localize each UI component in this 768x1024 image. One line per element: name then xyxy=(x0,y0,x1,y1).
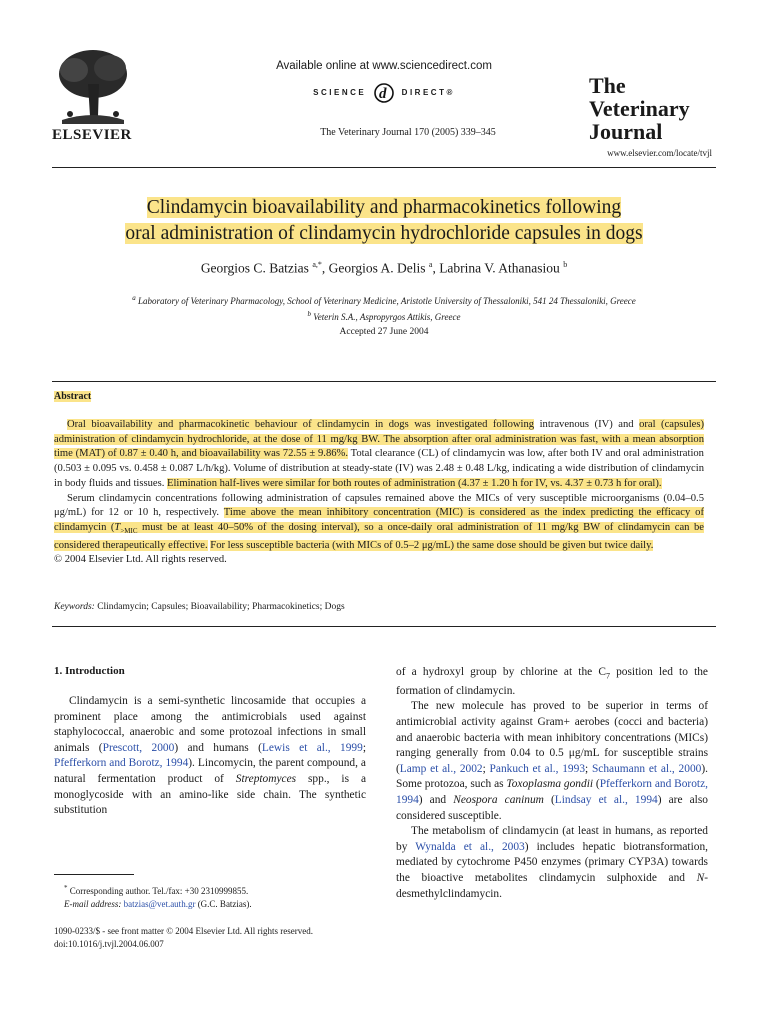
author-2: Georgios A. Delis xyxy=(328,260,426,276)
author-3-sup: b xyxy=(563,260,568,269)
t-subscript: >MIC xyxy=(120,527,138,536)
sd-registered: ® xyxy=(446,88,455,97)
body-text: ( xyxy=(543,794,555,807)
body-text: ; xyxy=(585,762,592,775)
body-text: ) includes hepatic biotransformation, mediated by cytochrome P450 enzymes (primary CYP3A) towards the bioactive metabolites clindamycin sulphoxide and xyxy=(396,840,708,884)
abstract-copyright: © 2004 Elsevier Ltd. All rights reserved. xyxy=(54,554,227,566)
section-heading-introduction: 1. Introduction xyxy=(54,665,125,677)
corresponding-author-note xyxy=(54,882,366,898)
intro-paragraph-3 xyxy=(396,824,708,902)
abstract-highlight: oral (capsules) administration of clindamycin hydrochloride, at the dose of 11 mg/kg BW. The absorption after oral administration was fast, with a mean absorption time (MAT) of 0.87 ± 0.40 h, and bioavailability was 72.55 ± 9.86%. xyxy=(54,419,704,460)
doi-line[interactable]: doi:10.1016/j.tvjl.2004.06.007 xyxy=(54,939,164,949)
reference-link[interactable]: Prescott, 2000 xyxy=(102,741,175,754)
accepted-date: Accepted 27 June 2004 xyxy=(339,327,429,337)
body-text: -desmethylclindamycin. xyxy=(396,872,708,900)
issn-line: 1090-0233/$ - see front matter © 2004 Elsevier Ltd. All rights reserved. xyxy=(54,926,314,936)
body-text: The metabolism of clindamycin (at least in humans, as reported by xyxy=(396,825,708,853)
reference-link[interactable]: Pfefferkorn and Borotz, 1994 xyxy=(396,778,708,807)
abstract-highlight: Elimination half-lives were similar for both routes of administration (4.37 ± 1.20 h for IV, vs. 4.37 ± 0.73 h for oral). xyxy=(167,477,662,489)
available-online-text: Available online at www.sciencedirect.com xyxy=(276,60,492,72)
body-text: position led to the formation of clindamycin. xyxy=(396,666,708,697)
abstract-highlight: Oral bioavailability and pharmacokinetic behaviour of clindamycin in dogs was investigated following xyxy=(67,419,535,430)
italic-term: Toxoplasma gondii xyxy=(506,778,594,791)
svg-text:d: d xyxy=(378,85,389,102)
journal-citation: The Veterinary Journal 170 (2005) 339–345 xyxy=(320,127,496,138)
abstract-text: Serum clindamycin concentrations following administration of capsules remained above the MICs of very susceptible microorganisms (0.04–0.5 μg/mL) for 12 or 10 h, respectively. xyxy=(54,492,704,519)
affil-b-sup: b xyxy=(307,310,312,318)
footnote-text: (G.C. Batzias). xyxy=(195,899,252,909)
journal-url[interactable]: www.elsevier.com/locate/tvjl xyxy=(607,148,712,158)
left-column xyxy=(54,694,366,819)
body-text: ). Some protozoa, such as xyxy=(396,762,708,791)
reference-link[interactable]: Lewis et al., 1999 xyxy=(261,741,363,754)
publisher-name: ELSEVIER xyxy=(52,127,132,143)
intro-paragraph-2 xyxy=(396,699,708,824)
keywords-list: Clindamycin; Capsules; Bioavailability; Pharmacokinetics; Dogs xyxy=(94,602,345,612)
reference-link[interactable]: Lindsay et al., 1994 xyxy=(554,794,658,807)
footnote xyxy=(54,882,366,911)
author-1-sup: a,* xyxy=(312,260,322,269)
affil-b-text: Veterin S.A., Aspropyrgos Attikis, Greece xyxy=(313,312,461,322)
abstract-body xyxy=(54,418,704,568)
sciencedirect-d-icon xyxy=(373,82,395,104)
body-text: of a hydroxyl group by chlorine at the C xyxy=(396,666,606,678)
sd-right-text: DIRECT xyxy=(401,88,447,97)
keywords xyxy=(54,602,704,612)
title-line2: oral administration of clindamycin hydrochloride capsules in dogs xyxy=(125,223,643,244)
italic-term: N xyxy=(696,872,705,884)
header-rule xyxy=(52,167,716,168)
keywords-rule xyxy=(52,626,716,627)
abstract-text: Total clearance (CL) of clindamycin was low, after both IV and oral administration (0.503 ± 0.095 vs. 0.458 ± 0.087 L/h/kg). Volume of distribution at steady-state (IV) was 2.48 ± 0.48 L/kg, indicating a wide distribution of clindamycin in body fluids and tissues. xyxy=(54,448,704,489)
abstract-text: intravenous (IV) and xyxy=(534,419,640,430)
abstract-top-rule xyxy=(52,381,716,382)
body-text: ) are also considered susceptible. xyxy=(396,794,708,822)
body-text: Clindamycin is a semi-synthetic lincosamide that occupies a prominent place among the antimicrobials used against staphylococcal, anaerobic and some protozoal infections in small animals ( xyxy=(54,695,366,754)
body-text: ; xyxy=(482,762,490,775)
affil-a-text: Laboratory of Veterinary Pharmacology, School of Veterinary Medicine, Aristotle University of Thessaloniki, 541 24 Thessaloniki, Greece xyxy=(138,296,636,306)
affiliation-b xyxy=(52,308,716,324)
email-note xyxy=(54,898,366,911)
intro-paragraph-1-cont xyxy=(396,665,708,699)
t-symbol: T xyxy=(114,521,121,533)
reference-link[interactable]: Lamp et al., 2002 xyxy=(399,762,483,775)
footnote-star: * xyxy=(64,884,68,892)
body-text: spp., is a monoglycoside with an amino-like side chain. The synthetic substitution xyxy=(54,772,366,817)
email-label: E-mail address: xyxy=(64,899,122,909)
body-text: ). Lincomycin, the parent compound, a natural fermentation product of xyxy=(54,757,366,785)
body-text: ; xyxy=(362,741,366,754)
email-link[interactable]: batzias@vet.auth.gr xyxy=(123,899,196,909)
journal-title-line2: Veterinary Journal xyxy=(589,96,690,144)
italic-term: Streptomyces xyxy=(235,772,297,785)
abstract-paragraph-1 xyxy=(54,418,704,492)
intro-paragraph-1 xyxy=(54,694,366,819)
body-text: ) and humans ( xyxy=(174,741,262,754)
abstract-highlight: For less susceptible bacteria (with MICs of 0.5–2 μg/mL) the same dose should be given but twice daily. xyxy=(210,539,654,551)
abstract-highlight-part: must be at least 40–50% of the dosing interval), so a once-daily oral administration of 11 mg/kg BW of clindamycin can be considered therapeutically effective. xyxy=(54,521,704,551)
footnote-rule xyxy=(54,874,134,875)
italic-term: Neospora caninum xyxy=(453,794,544,807)
reference-link[interactable]: Pankuch et al., 1993 xyxy=(489,762,586,775)
affil-a-sup: a xyxy=(132,294,136,302)
affiliations xyxy=(52,292,716,324)
title-line1: Clindamycin bioavailability and pharmacokinetics following xyxy=(146,197,622,218)
journal-title-logo xyxy=(589,74,719,143)
journal-title-line1: The xyxy=(589,73,626,98)
issn-doi-block xyxy=(54,925,384,951)
subscript: 7 xyxy=(605,671,610,681)
body-text: The new molecule has proved to be superior in terms of antimicrobial activity against Gram+ aerobes (cocci and bacteria) and anaerobic bacteria with mean inhibitory concentrations (MICs) ranging generally from 0.04 to 0.5 μg/mL for susceptible strains ( xyxy=(396,700,708,775)
abstract-heading: Abstract xyxy=(54,391,92,402)
footnote-text: Corresponding author. Tel./fax: +30 2310999855. xyxy=(67,886,249,896)
reference-link[interactable]: Schaumann et al., 2000 xyxy=(591,762,702,775)
body-text: ) and xyxy=(418,794,454,807)
author-list: Georgios C. Batzias $^{a,*}$, Georgios A. Delis $^a$, Labrina V. Athanasiou $^b$ xyxy=(200,260,568,276)
affiliation-a xyxy=(52,292,716,308)
article-title xyxy=(52,195,716,247)
right-column xyxy=(396,665,708,902)
abstract-paragraph-2 xyxy=(54,492,704,554)
author-2-sup: a xyxy=(428,260,433,269)
reference-link[interactable]: Pfefferkorn and Borotz, 1994 xyxy=(54,757,189,770)
keywords-label: Keywords: xyxy=(54,602,95,612)
sd-left-text: SCIENCE xyxy=(313,88,367,97)
body-text: ( xyxy=(593,778,600,791)
reference-link[interactable]: Wynalda et al., 2003 xyxy=(415,840,525,853)
author-3: Labrina V. Athanasiou xyxy=(439,260,560,276)
abstract-highlight-part: Time above the mean inhibitory concentration (MIC) is considered as the index predicting the efficacy of clindamycin ( xyxy=(54,507,704,533)
author-1: Georgios C. Batzias xyxy=(200,260,309,276)
